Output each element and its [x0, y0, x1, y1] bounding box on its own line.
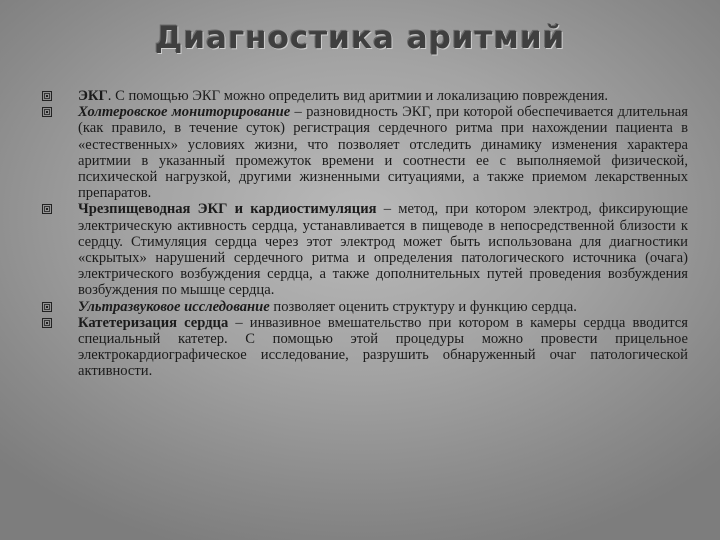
list-item-holter — [42, 104, 688, 201]
item-text: – инвазивное вмешательство при котором в камеры сердца вводится специальный катетер. С помощью этой процедуры можно провести прицельное электрокардиографическое исследование, разрушить обнаруженный очаг патологической активности. — [78, 314, 688, 380]
square-bullet-icon — [42, 302, 52, 312]
term: Чрезпищеводная ЭКГ и кардиостимуляция — [78, 201, 377, 218]
item-text: – метод, при котором электрод, фиксирующие электрическую активность сердца, устанавливается в пищеводе в непосредственной близости к сердцу. Стимуляция сердца через этот электрод может быть использована для диагностики «скрытых» нарушений сердечного ритма и определения патологического источника (очага) электрического возбуждения сердца, а также дополнительных путей проведения возбуждения возбуждения по мышце сердца. — [78, 201, 689, 299]
list-item-ecg — [42, 88, 688, 104]
item-text: . С помощью ЭКГ можно определить вид аритмии и локализацию повреждения. — [107, 88, 609, 104]
slide-title: Диагностика аритмий — [154, 20, 566, 56]
item-text: позволяет оценить структуру и функцию сердца. — [269, 298, 577, 315]
square-bullet-icon — [42, 318, 52, 328]
list-item-catheterization — [42, 315, 688, 380]
item-text: – разновидность ЭКГ, при которой обеспечивается длительная (как правило, в течение суток) регистрация сердечного ритма при нахождении пациента в «естественных» условиях жизни, что позволяет отследить динамику изменения характера аритмии в указанный промежуток времени и соотнести ее с выполняемой физической, психической нагрузкой, другими жизненными ситуациями, а также приемом лекарственных препаратов. — [78, 104, 688, 202]
term: ЭКГ — [78, 88, 108, 104]
list-item-transesophageal — [42, 201, 688, 298]
square-bullet-icon — [42, 91, 52, 101]
term: Холтеровское мониторирование — [78, 104, 291, 121]
term: Ультразвуковое исследование — [78, 298, 270, 315]
square-bullet-icon — [42, 204, 52, 214]
square-bullet-icon — [42, 107, 52, 117]
bullet-list — [42, 88, 688, 380]
term: Катетеризация сердца — [78, 314, 229, 331]
list-item-ultrasound — [42, 299, 688, 315]
